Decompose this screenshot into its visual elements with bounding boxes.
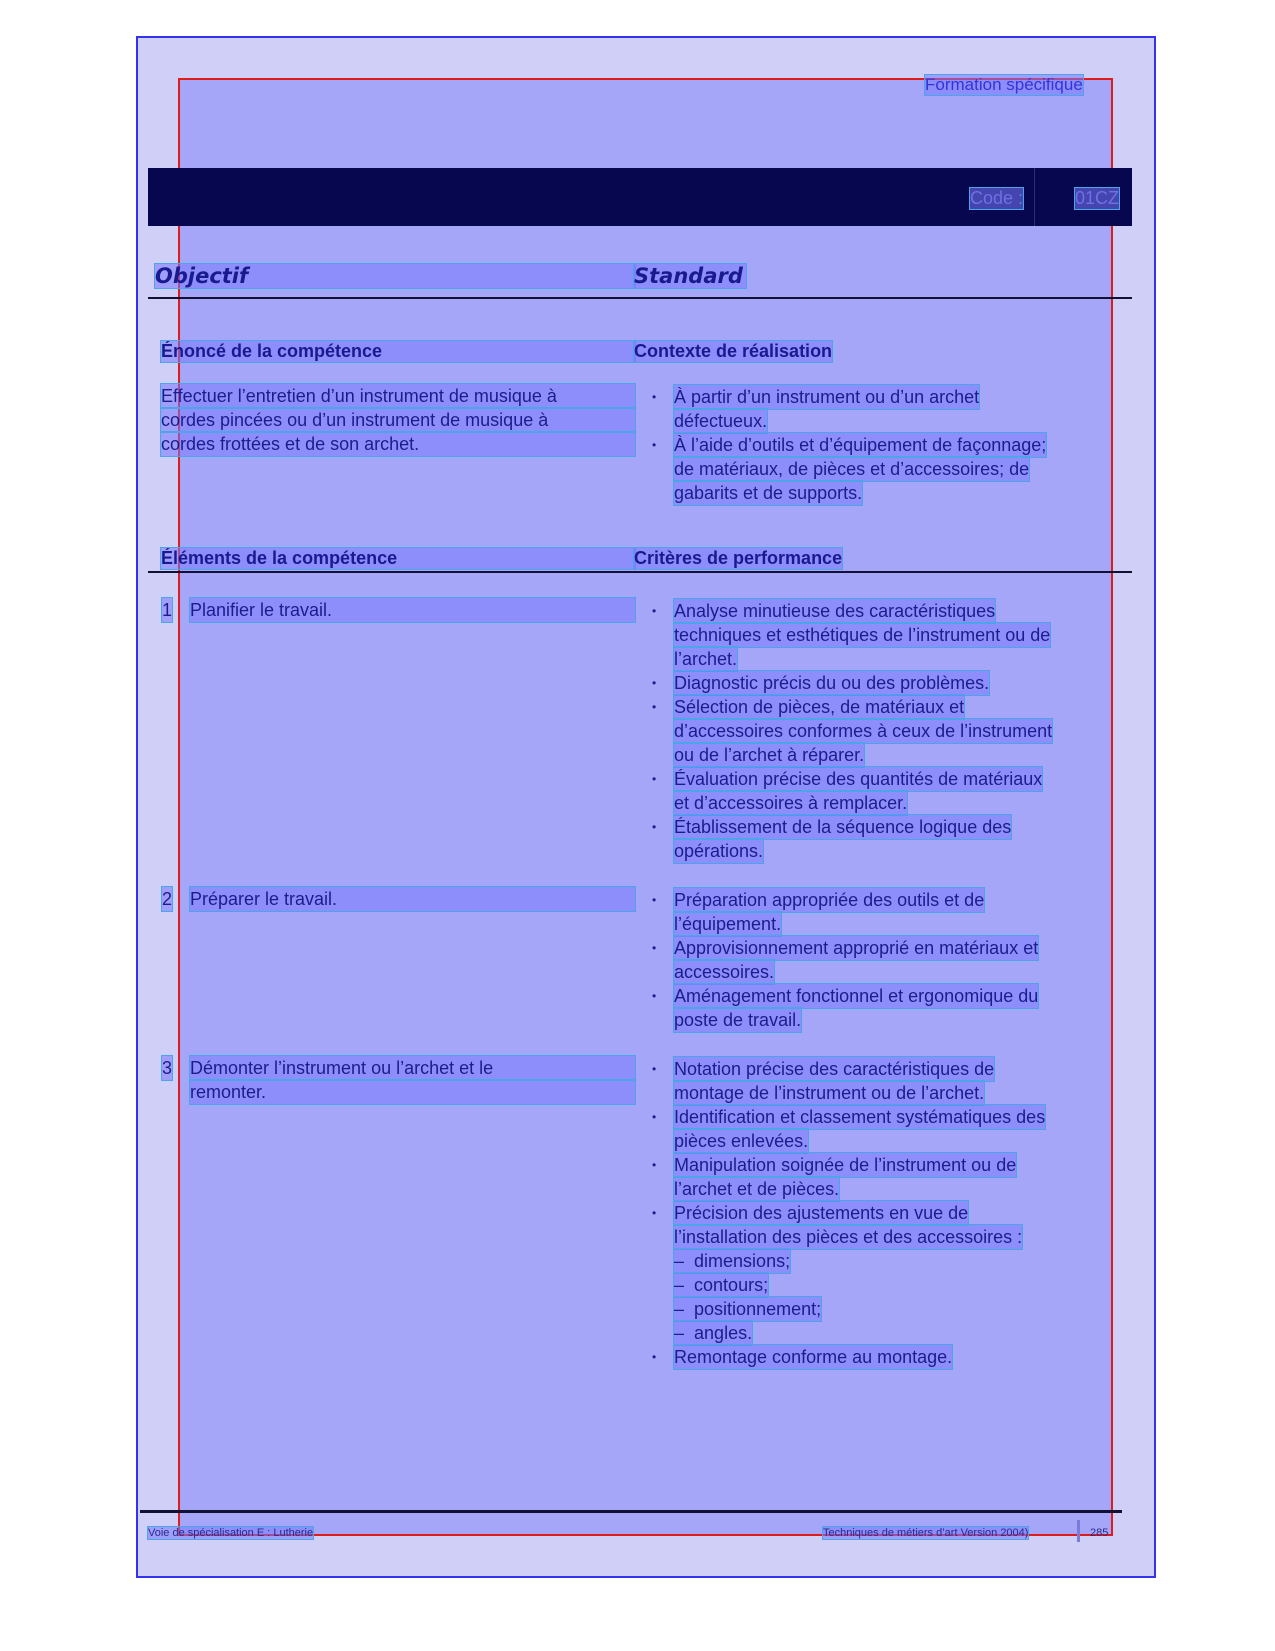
- bullet-icon: •: [652, 676, 657, 690]
- footer-page-number: 285: [1090, 1527, 1109, 1539]
- footer-separator: [1077, 1520, 1080, 1542]
- enonce-text: [161, 384, 635, 456]
- criterion-line: l’archet et de pièces.: [674, 1179, 840, 1199]
- criterion-item: [652, 984, 1112, 1032]
- element-text: [190, 1056, 635, 1104]
- dash-icon: –: [674, 1275, 685, 1295]
- criterion-item: [652, 671, 1112, 695]
- criterion-line: montage de l’instrument ou de l’archet.: [674, 1083, 985, 1103]
- criterion-item: [652, 767, 1112, 815]
- standard-heading: Standard: [634, 264, 746, 288]
- contexte-title: Contexte de réalisation: [634, 341, 833, 361]
- element-text: Préparer le travail.: [190, 887, 635, 911]
- sub-item-text: dimensions;: [694, 1251, 791, 1271]
- criterion-item: [652, 1153, 1112, 1201]
- bullet-icon: •: [652, 1206, 657, 1220]
- footer-left: Voie de spécialisation E : Lutherie: [148, 1527, 314, 1539]
- enonce-title: Énoncé de la compétence: [161, 341, 635, 362]
- criterion-line: d’accessoires conformes à ceux de l’instrument: [674, 721, 1053, 741]
- criterion-item: [652, 815, 1112, 863]
- sub-item-text: contours;: [694, 1275, 769, 1295]
- enonce-line: Effectuer l’entretien d’un instrument de musique à: [161, 384, 635, 408]
- enonce-line: cordes frottées et de son archet.: [161, 432, 635, 456]
- criterion-item: [652, 1057, 1112, 1105]
- criterion-line: À partir d’un instrument ou d’un archet: [674, 387, 980, 407]
- elements-rule: [148, 571, 1132, 573]
- top-label: Formation spécifique: [925, 75, 1083, 94]
- criterion-item: [652, 1345, 1112, 1369]
- objectif-heading: Objectif: [155, 264, 635, 288]
- bullet-icon: •: [652, 604, 657, 618]
- contexte-item: [652, 433, 1112, 505]
- criterion-line: défectueux.: [674, 411, 768, 431]
- contexte-item: [652, 385, 1112, 433]
- footer-right: Techniques de métiers d’art Version 2004): [823, 1527, 1029, 1539]
- criterion-line: Identification et classement systématiques des: [674, 1107, 1046, 1127]
- criterion-line: Sélection de pièces, de matériaux et: [674, 697, 965, 717]
- enonce-line: cordes pincées ou d’un instrument de musique à: [161, 408, 635, 432]
- criterion-line: Précision des ajustements en vue de: [674, 1203, 969, 1223]
- element-line: Démonter l’instrument ou l’archet et le: [190, 1056, 635, 1080]
- bullet-icon: •: [652, 941, 657, 955]
- bullet-icon: •: [652, 820, 657, 834]
- criterion-item: [652, 888, 1112, 936]
- sub-item-text: positionnement;: [694, 1299, 822, 1319]
- criterion-line: de matériaux, de pièces et d’accessoires; de: [674, 459, 1030, 479]
- bullet-icon: •: [652, 772, 657, 786]
- code-divider: [1034, 168, 1035, 226]
- criterion-line: Notation précise des caractéristiques de: [674, 1059, 995, 1079]
- criteres-title: Critères de performance: [634, 548, 843, 568]
- criterion-line: techniques et esthétiques de l’instrument ou de: [674, 625, 1051, 645]
- criterion-line: Remontage conforme au montage.: [674, 1347, 953, 1367]
- criterion-line: accessoires.: [674, 962, 775, 982]
- criterion-line: Manipulation soignée de l’instrument ou de: [674, 1155, 1017, 1175]
- criterion-line: Aménagement fonctionnel et ergonomique du: [674, 986, 1039, 1006]
- criterion-line: opérations.: [674, 841, 764, 861]
- sub-item: [674, 1249, 790, 1273]
- code-label: Code :: [970, 188, 1024, 208]
- criterion-line: l’installation des pièces et des accessoires :: [674, 1227, 1023, 1247]
- bullet-icon: •: [652, 1110, 657, 1124]
- bullet-icon: •: [652, 700, 657, 714]
- bullet-icon: •: [652, 1158, 657, 1172]
- bullet-icon: •: [652, 438, 657, 452]
- dash-icon: –: [674, 1323, 685, 1343]
- criterion-line: gabarits et de supports.: [674, 483, 863, 503]
- heading-rule: [148, 297, 1132, 299]
- sub-item: [674, 1273, 768, 1297]
- element-number: 3: [162, 1058, 173, 1078]
- bullet-icon: •: [652, 390, 657, 404]
- criterion-item: [652, 599, 1112, 671]
- bullet-icon: •: [652, 1350, 657, 1364]
- criterion-item: [652, 1201, 1112, 1249]
- dash-icon: –: [674, 1299, 685, 1319]
- element-number: 2: [162, 889, 173, 909]
- sub-item-text: angles.: [694, 1323, 753, 1343]
- criterion-item: [652, 936, 1112, 984]
- criterion-line: Analyse minutieuse des caractéristiques: [674, 601, 996, 621]
- criterion-line: À l’aide d’outils et d’équipement de façonnage;: [674, 435, 1047, 455]
- criterion-line: ou de l’archet à réparer.: [674, 745, 865, 765]
- criterion-line: et d’accessoires à remplacer.: [674, 793, 908, 813]
- element-line: remonter.: [190, 1080, 635, 1104]
- bullet-icon: •: [652, 1062, 657, 1076]
- element-number: 1: [162, 600, 173, 620]
- dash-icon: –: [674, 1251, 685, 1271]
- footer-rule: [140, 1510, 1122, 1513]
- bullet-icon: •: [652, 989, 657, 1003]
- criterion-line: l’archet.: [674, 649, 738, 669]
- criterion-line: Évaluation précise des quantités de matériaux: [674, 769, 1043, 789]
- criterion-line: Préparation appropriée des outils et de: [674, 890, 985, 910]
- criterion-line: Approvisionnement approprié en matériaux et: [674, 938, 1039, 958]
- criterion-item: [652, 1105, 1112, 1153]
- criterion-line: l’équipement.: [674, 914, 782, 934]
- elements-title: Éléments de la compétence: [161, 548, 635, 569]
- criterion-item: [652, 695, 1112, 767]
- criterion-line: Diagnostic précis du ou des problèmes.: [674, 673, 990, 693]
- code-value: 01CZ: [1075, 188, 1120, 208]
- criterion-line: Établissement de la séquence logique des: [674, 817, 1012, 837]
- sub-item: [674, 1321, 752, 1345]
- sub-item: [674, 1297, 821, 1321]
- criterion-line: pièces enlevées.: [674, 1131, 809, 1151]
- bullet-icon: •: [652, 893, 657, 907]
- element-text: Planifier le travail.: [190, 598, 635, 622]
- criterion-line: poste de travail.: [674, 1010, 802, 1030]
